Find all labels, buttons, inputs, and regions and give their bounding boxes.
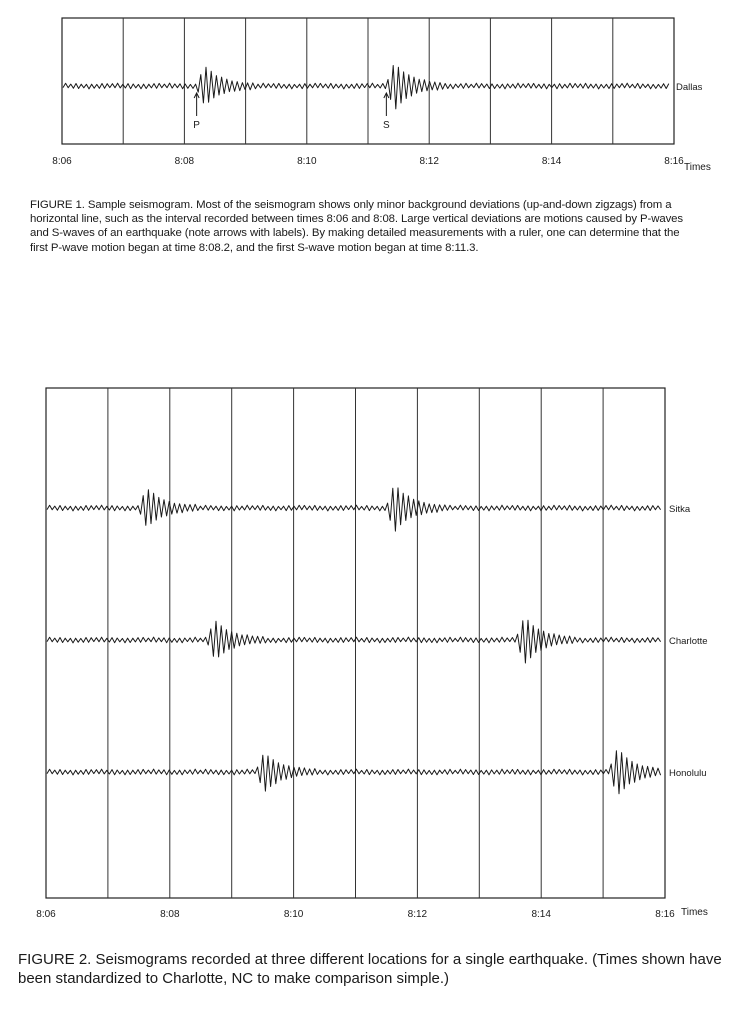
station-label-honolulu: Honolulu: [669, 768, 707, 779]
figure1-x-axis-label: Times: [684, 162, 711, 173]
station-label-sitka: Sitka: [669, 504, 691, 515]
x-tick-label: 8:14: [541, 156, 562, 167]
station-label-charlotte: Charlotte: [669, 636, 708, 647]
seismogram-trace-charlotte: [47, 620, 661, 663]
x-tick-label: 8:12: [407, 909, 428, 920]
x-tick-label: 8:16: [655, 909, 675, 920]
seismogram-trace-dallas: [63, 66, 669, 109]
s-wave-label: S: [383, 120, 390, 131]
seismogram-trace-sitka: [47, 488, 661, 531]
seismogram-trace-honolulu: [47, 751, 661, 794]
station-label-dallas: Dallas: [676, 82, 703, 93]
figure1-caption: FIGURE 1. Sample seismogram. Most of the seismogram shows only minor background deviations (up-and-down zigzags) from a horizontal line, such as the interval recorded between times 8:06 and 8:08. Large vertical deviations are motions caused by P-waves and S-waves of an earthquake (note arrows with labels). By making detailed measurements with a ruler, one can determine that the first P-wave motion began at time 8:08.2, and the first S-wave motion began at time 8:11.3.: [30, 199, 683, 254]
x-tick-label: 8:16: [664, 156, 684, 167]
p-wave-label: P: [193, 120, 200, 131]
x-tick-label: 8:06: [36, 909, 56, 920]
x-tick-label: 8:10: [283, 909, 304, 920]
x-tick-label: 8:14: [531, 909, 551, 920]
figure2-chart: [36, 388, 708, 920]
x-tick-label: 8:08: [160, 909, 180, 920]
figure2-x-axis-label: Times: [681, 907, 708, 918]
x-tick-label: 8:06: [52, 156, 72, 167]
figure2-caption: FIGURE 2. Seismograms recorded at three different locations for a single earthquake. (Times shown have been standardized to Charlotte, NC to make comparison simple.): [18, 951, 722, 987]
x-tick-label: 8:10: [297, 156, 317, 167]
figure1-chart: [52, 18, 711, 173]
x-tick-label: 8:12: [419, 156, 439, 167]
x-tick-label: 8:08: [174, 156, 195, 167]
